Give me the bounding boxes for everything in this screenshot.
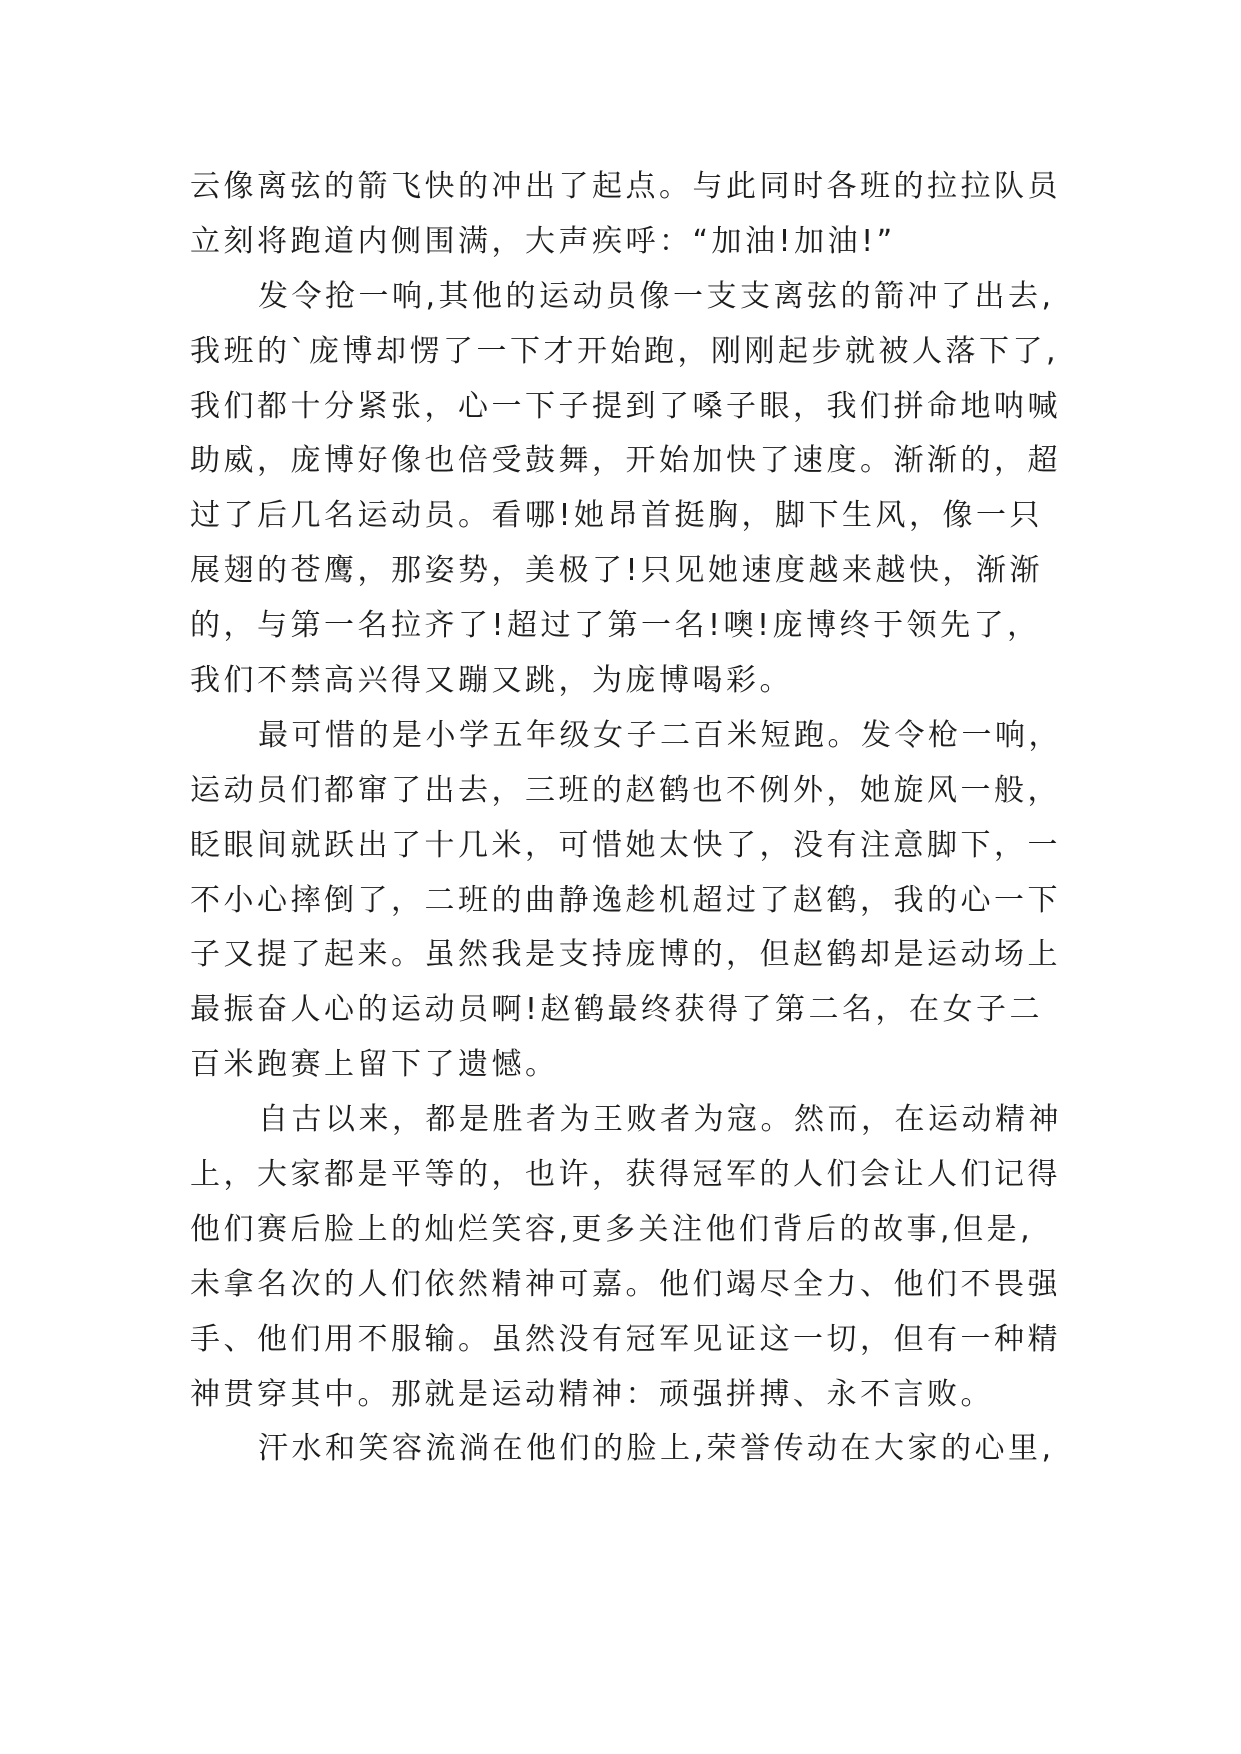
text-line: 运动员们都窜了出去，三班的赵鹤也不例外，她旋风一般， [190, 772, 1061, 808]
text-line: 的，与第一名拉齐了!超过了第一名!噢!庞博终于领先了， [190, 608, 1041, 644]
text-line: 助威，庞博好像也倍受鼓舞，开始加快了速度。渐渐的，超 [190, 443, 1061, 479]
text-line: 自古以来，都是胜者为王败者为寇。然而，在运动精神 [258, 1102, 1062, 1138]
text-line: 手、他们用不服输。虽然没有冠军见证这一切，但有一种精 [190, 1321, 1061, 1357]
text-line: 他们赛后脸上的灿烂笑容,更多关注他们背后的故事,但是, [190, 1211, 1034, 1247]
text-line: 最振奋人心的运动员啊!赵鹤最终获得了第二名，在女子二 [190, 992, 1044, 1028]
text-line: 云像离弦的箭飞快的冲出了起点。与此同时各班的拉拉队员 [190, 169, 1061, 204]
text-line: 上，大家都是平等的，也许，获得冠军的人们会让人们记得 [190, 1157, 1061, 1193]
text-line: 过了后几名运动员。看哪!她昂首挺胸，脚下生风，像一只 [190, 498, 1044, 534]
text-line: 最可惜的是小学五年级女子二百米短跑。发令枪一响， [258, 717, 1062, 753]
text-line: 立刻将跑道内侧围满，大声疾呼：“加油!加油!” [190, 223, 896, 259]
text-line: 发令抢一响,其他的运动员像一支支离弦的箭冲了出去, [258, 278, 1055, 314]
text-line: 神贯穿其中。那就是运动精神：顽强拼搏、永不言败。 [190, 1376, 994, 1412]
document-body [190, 160, 1090, 1477]
text-line: 未拿名次的人们依然精神可嘉。他们竭尽全力、他们不畏强 [190, 1266, 1061, 1302]
text-line: 我们不禁高兴得又蹦又跳，为庞博喝彩。 [190, 663, 793, 699]
text-line: 展翅的苍鹰，那姿势，美极了!只见她速度越来越快，渐渐 [190, 553, 1044, 589]
text-line: 眨眼间就跃出了十几米，可惜她太快了，没有注意脚下，一 [190, 827, 1061, 863]
text-line: 百米跑赛上留下了遗憾。 [190, 1047, 559, 1083]
text-line: 我们都十分紧张，心一下子提到了嗓子眼，我们拼命地呐喊 [190, 388, 1061, 424]
text-line: 不小心摔倒了，二班的曲静逸趁机超过了赵鹤，我的心一下 [190, 882, 1061, 918]
text-line: 我班的`庞博却愣了一下才开始跑，刚刚起步就被人落下了, [190, 333, 1060, 369]
text-line: 汗水和笑容流淌在他们的脸上,荣誉传动在大家的心里, [258, 1431, 1055, 1467]
text-line: 子又提了起来。虽然我是支持庞博的，但赵鹤却是运动场上 [190, 937, 1061, 973]
